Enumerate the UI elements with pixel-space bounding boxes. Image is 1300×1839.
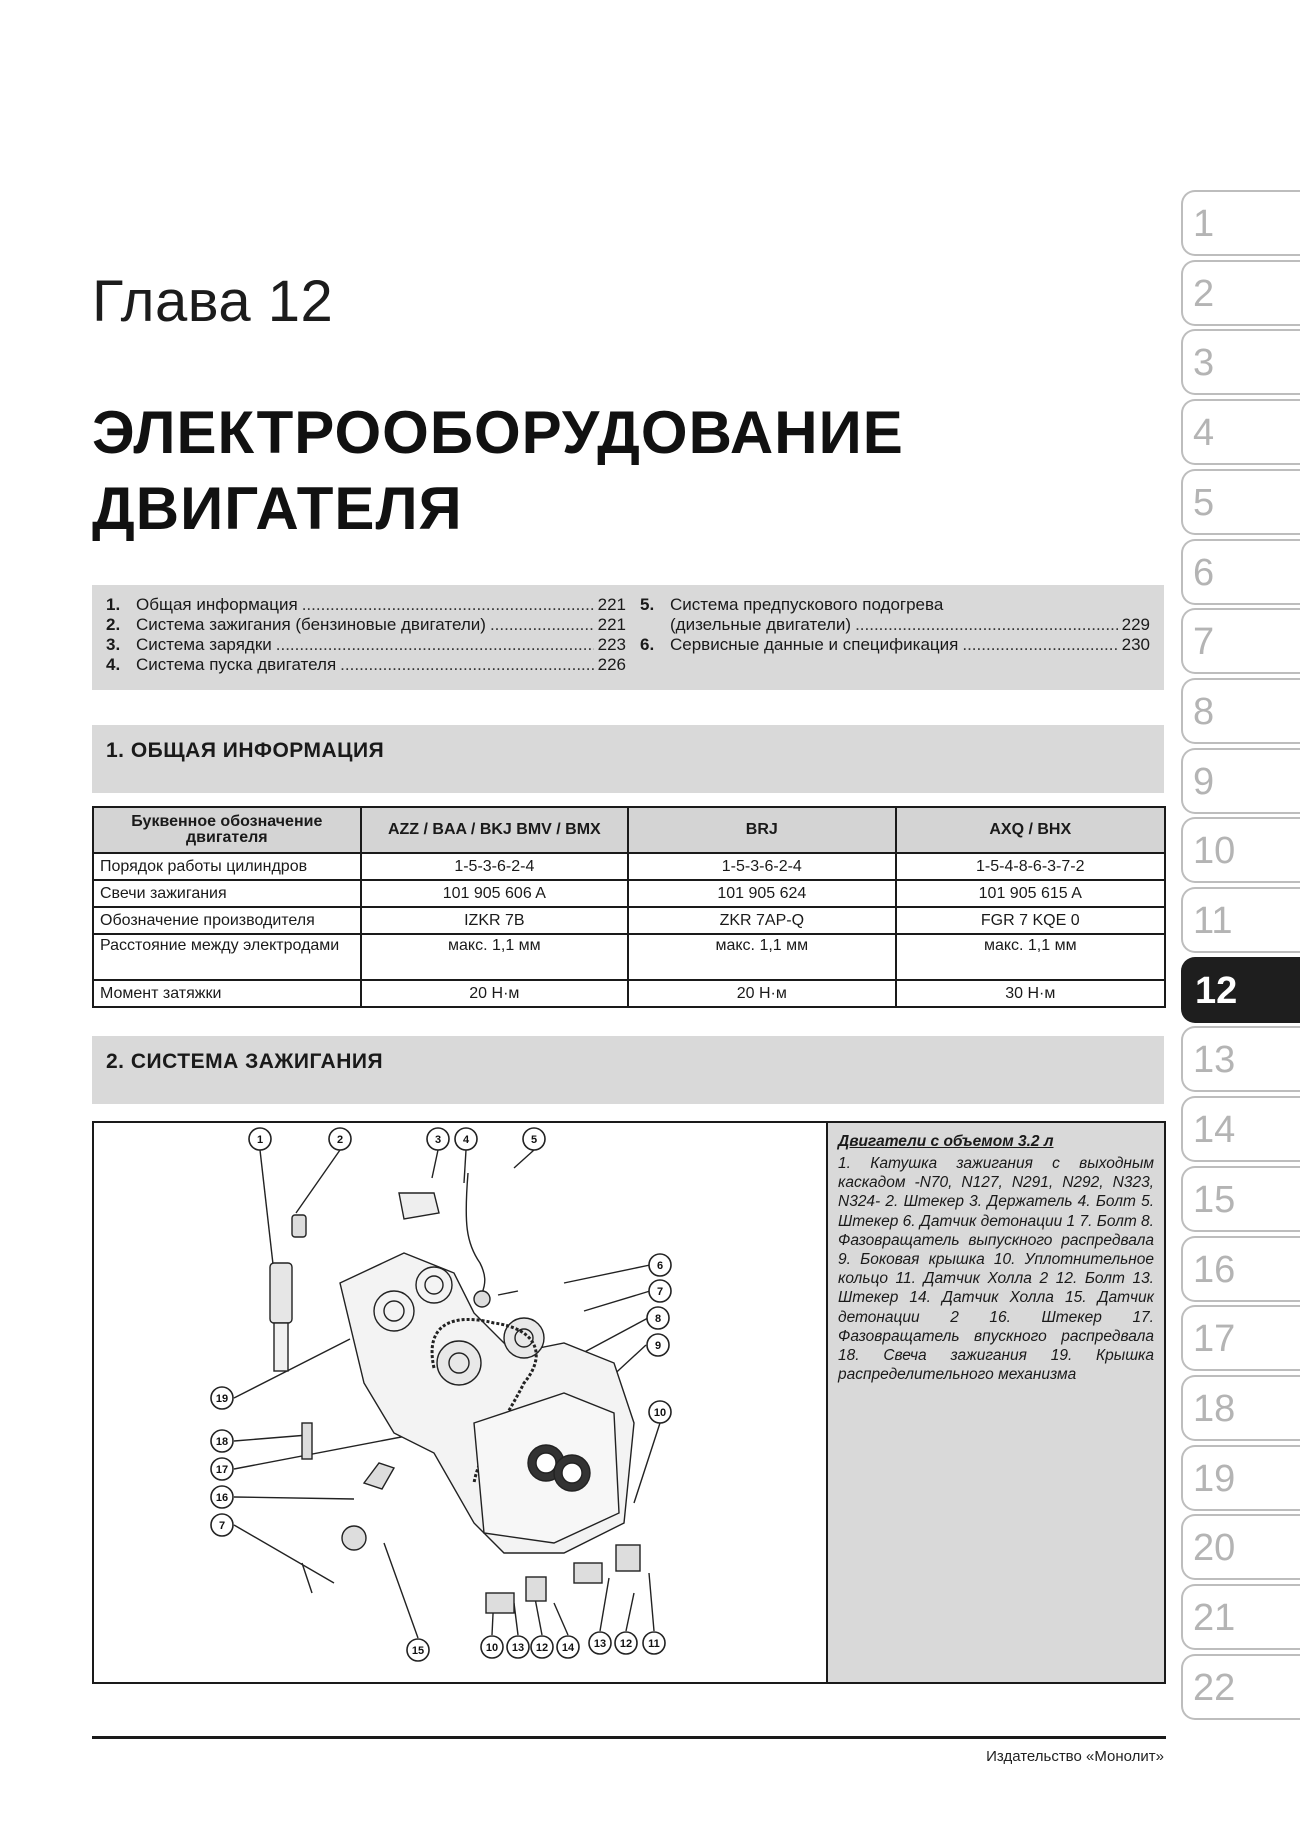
table-header-cell: BRJ — [628, 807, 895, 853]
chapter-tab-label: 3 — [1193, 342, 1215, 384]
table-cell: 20 Н·м — [361, 980, 628, 1007]
chapter-tab-6[interactable] — [1181, 539, 1300, 605]
table-row — [93, 880, 1165, 907]
chapter-tab-17[interactable] — [1181, 1305, 1300, 1371]
table-cell: 20 Н·м — [628, 980, 895, 1007]
chapter-tab-16[interactable] — [1181, 1236, 1300, 1302]
callout-19: 19 — [215, 1393, 229, 1405]
caption-title: Двигатели с объемом 3.2 л — [838, 1133, 1054, 1150]
contents-entry[interactable]: 5. Система предпускового подогрева — [640, 595, 944, 614]
spark-spec-table — [92, 806, 1166, 1008]
chapter-tab-9[interactable] — [1181, 748, 1300, 814]
table-cell: 1-5-4-8-6-3-7-2 — [896, 853, 1165, 880]
chapter-tab-label: 2 — [1193, 273, 1215, 315]
table-header-cell: AZZ / BAA / BKJ BMV / BMX — [361, 807, 628, 853]
chapter-tab-13[interactable] — [1181, 1026, 1300, 1092]
callout-15: 15 — [411, 1645, 425, 1657]
chapter-tab-label: 16 — [1193, 1249, 1236, 1291]
callout-7-lower: 7 — [218, 1520, 226, 1532]
table-cell: Момент затяжки — [93, 980, 361, 1007]
callout-8: 8 — [654, 1313, 662, 1325]
callout-17: 17 — [215, 1464, 229, 1476]
chapter-tab-15[interactable] — [1181, 1166, 1300, 1232]
contents-column-right — [640, 595, 1150, 655]
section-header-general-info — [92, 725, 1164, 793]
callout-10-upper: 10 — [653, 1407, 667, 1419]
table-cell: Обозначение производителя — [93, 907, 361, 934]
chapter-contents — [92, 585, 1164, 690]
chapter-tab-label: 22 — [1193, 1667, 1236, 1709]
contents-entry[interactable]: 4. Система пуска двигателя ..... 226 — [106, 655, 626, 675]
chapter-title-line-1: ЭЛЕКТРООБОРУДОВАНИЕ — [92, 399, 904, 466]
chapter-tab-10[interactable] — [1181, 817, 1300, 883]
table-header-row — [93, 807, 1165, 853]
table-cell: 101 905 624 — [628, 880, 895, 907]
table-cell: IZKR 7B — [361, 907, 628, 934]
callout-1: 1 — [256, 1134, 264, 1146]
section-title: 1. ОБЩАЯ ИНФОРМАЦИЯ — [106, 739, 385, 762]
chapter-tab-2[interactable] — [1181, 260, 1300, 326]
callout-18: 18 — [215, 1436, 229, 1448]
table-cell: Расстояние между электродами — [93, 934, 361, 980]
table-cell: FGR 7 KQE 0 — [896, 907, 1165, 934]
chapter-tab-1[interactable] — [1181, 190, 1300, 256]
callout-12: 12 — [535, 1642, 549, 1654]
table-row — [93, 934, 1165, 980]
chapter-tab-label: 9 — [1193, 761, 1215, 803]
chapter-tab-label: 15 — [1193, 1179, 1236, 1221]
chapter-tab-21[interactable] — [1181, 1584, 1300, 1650]
table-row — [93, 980, 1165, 1007]
chapter-tab-label: 8 — [1193, 691, 1215, 733]
callout-9: 9 — [654, 1340, 662, 1352]
table-cell: макс. 1,1 мм — [896, 934, 1165, 980]
engine-exploded-diagram — [94, 1123, 830, 1682]
chapter-tab-22[interactable] — [1181, 1654, 1300, 1720]
callout-11: 11 — [648, 1638, 660, 1650]
callout-14: 14 — [561, 1642, 575, 1654]
chapter-tab-label: 18 — [1193, 1388, 1236, 1430]
publisher-credit: Издательство «Монолит» — [986, 1748, 1164, 1765]
table-header-cell: Буквенное обозначение двигателя — [93, 807, 361, 853]
chapter-tab-7[interactable] — [1181, 608, 1300, 674]
callout-2: 2 — [336, 1134, 344, 1146]
chapter-tab-label: 10 — [1193, 830, 1236, 872]
chapter-tab-label: 19 — [1193, 1458, 1236, 1500]
table-cell: 101 905 606 A — [361, 880, 628, 907]
chapter-tab-19[interactable] — [1181, 1445, 1300, 1511]
chapter-tab-label: 5 — [1193, 482, 1215, 524]
callout-6: 6 — [656, 1260, 664, 1272]
chapter-tab-label: 7 — [1193, 621, 1215, 663]
figure-caption — [826, 1123, 1164, 1682]
chapter-tab-8[interactable] — [1181, 678, 1300, 744]
callout-16: 16 — [215, 1492, 229, 1504]
footer-divider — [92, 1736, 1166, 1739]
table-cell: макс. 1,1 мм — [628, 934, 895, 980]
callout-3: 3 — [434, 1134, 442, 1146]
table-header-cell: AXQ / BHX — [896, 807, 1165, 853]
table-cell: 1-5-3-6-2-4 — [361, 853, 628, 880]
chapter-tab-label: 14 — [1193, 1109, 1236, 1151]
chapter-tab-20[interactable] — [1181, 1514, 1300, 1580]
callout-12-right: 12 — [619, 1638, 633, 1650]
table-cell: ZKR 7AP-Q — [628, 907, 895, 934]
chapter-tab-12[interactable] — [1181, 957, 1300, 1023]
callout-7: 7 — [656, 1286, 664, 1298]
caption-text: 1. Катушка зажигания с выходным каскадом -N70, N127, N291, N292, N323, N324- 2. Штекер 3. Держатель 4. Болт 5. Штекер 6. Датчик детонации 1 7. Болт 8. Фазовращатель выпускного распредвала 9. Боковая крышка 10. Уплотнительное кольцо 11. Датчик Холла 2 12. Болт 13. Штекер 14. Датчик Холла 15. Датчик детонации 2 16. Штекер 17. Фазовращатель впускного распредвала 18. Свеча зажигания 19. Крышка распределительного механизма — [838, 1155, 1154, 1384]
chapter-title-line-2: ДВИГАТЕЛЯ — [92, 475, 463, 542]
table-row — [93, 853, 1165, 880]
contents-entry[interactable]: 6. Сервисные данные и спецификация ..... 230 — [640, 635, 1150, 655]
table-row — [93, 907, 1165, 934]
table-cell: 101 905 615 A — [896, 880, 1165, 907]
table-cell: Свечи зажигания — [93, 880, 361, 907]
chapter-tab-label: 17 — [1193, 1318, 1236, 1360]
chapter-tab-label: 6 — [1193, 552, 1215, 594]
chapter-title — [92, 395, 904, 547]
chapter-tab-label: 13 — [1193, 1039, 1236, 1081]
callout-4: 4 — [462, 1134, 470, 1146]
callout-5: 5 — [530, 1134, 538, 1146]
chapter-tab-11[interactable] — [1181, 887, 1300, 953]
contents-entry[interactable]: 2. Система зажигания (бензиновые двигатели) ..... 221 — [106, 615, 626, 635]
chapter-tab-label: 4 — [1193, 412, 1215, 454]
table-cell: 1-5-3-6-2-4 — [628, 853, 895, 880]
chapter-tab-5[interactable] — [1181, 469, 1300, 535]
callout-13-right: 13 — [593, 1638, 607, 1650]
chapter-tab-18[interactable] — [1181, 1375, 1300, 1441]
table-cell: Порядок работы цилиндров — [93, 853, 361, 880]
contents-column-left — [106, 595, 626, 675]
chapter-label: Глава 12 — [92, 269, 334, 334]
callout-10-lower: 10 — [485, 1642, 499, 1654]
chapter-tab-3[interactable] — [1181, 329, 1300, 395]
chapter-tab-label: 11 — [1193, 900, 1233, 942]
section-title: 2. СИСТЕМА ЗАЖИГАНИЯ — [106, 1050, 384, 1073]
table-cell: 30 Н·м — [896, 980, 1165, 1007]
chapter-tab-14[interactable] — [1181, 1096, 1300, 1162]
table-cell: макс. 1,1 мм — [361, 934, 628, 980]
contents-entry[interactable]: 1. Общая информация ..... 221 — [106, 595, 626, 615]
section-header-ignition-system — [92, 1036, 1164, 1104]
callout-13: 13 — [511, 1642, 525, 1654]
chapter-tab-label: 20 — [1193, 1527, 1236, 1569]
chapter-tab-4[interactable] — [1181, 399, 1300, 465]
chapter-tab-label: 21 — [1193, 1597, 1236, 1639]
chapter-tab-label: 12 — [1195, 970, 1238, 1012]
contents-entry[interactable]: 3. Система зарядки ..... 223 — [106, 635, 626, 655]
chapter-tab-label: 1 — [1193, 203, 1215, 245]
contents-entry[interactable]: (дизельные двигатели) ..... 229 — [640, 615, 1150, 635]
